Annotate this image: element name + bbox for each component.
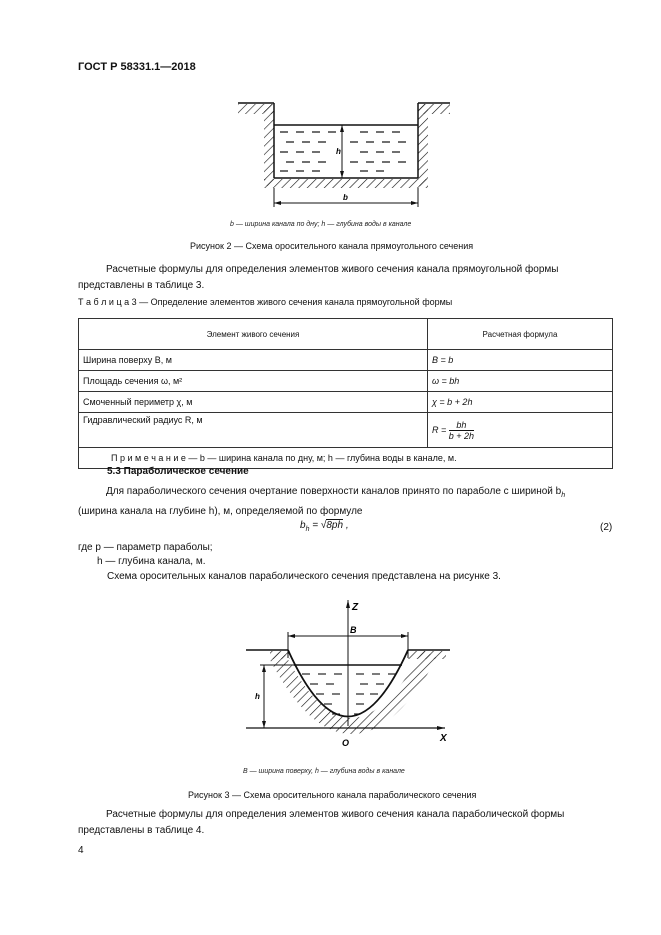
- table-row: [79, 371, 613, 392]
- where-line-1: где p — параметр параболы;: [78, 542, 213, 553]
- label-h: h: [336, 147, 341, 156]
- section-heading: 5.3 Параболическое сечение: [107, 466, 249, 477]
- paragraph-2-sub: h: [561, 492, 566, 499]
- note-text: — b — ширина канала по дну, м; h — глубина воды в канале, м.: [185, 453, 457, 463]
- paragraph-2-line-1: Для параболического сечения очертание поверхности каналов принято по параболе с шириной b: [106, 486, 562, 497]
- formula-fraction: [449, 420, 474, 441]
- table-header-row: [79, 319, 613, 350]
- label-o: O: [342, 738, 350, 748]
- label-x: X: [440, 733, 447, 744]
- table-cell-formula: B = b: [428, 350, 613, 371]
- paragraph-2: [78, 484, 618, 520]
- table-3: [78, 318, 613, 469]
- table-cell-element: Ширина поверху B, м: [79, 350, 428, 371]
- formula-lhs-sub: h: [305, 526, 310, 533]
- figure-3-legend: B — ширина поверху, h — глубина воды в канале: [243, 768, 405, 775]
- column-header-formula: Расчетная формула: [428, 319, 613, 350]
- label-h: h: [255, 692, 260, 701]
- table-row: [79, 350, 613, 371]
- column-header-element: Элемент живого сечения: [79, 319, 428, 350]
- table-row: [79, 392, 613, 413]
- table-3-title-prefix: Т а б л и ц а 3: [78, 297, 137, 307]
- table-cell-formula: ω = bh: [428, 371, 613, 392]
- formula-lhs: b: [300, 520, 306, 531]
- table-cell-element: Смоченный периметр χ, м: [79, 392, 428, 413]
- table-cell-element: Площадь сечения ω, м²: [79, 371, 428, 392]
- figure-3-caption: Рисунок 3 — Схема оросительного канала параболического сечения: [188, 790, 477, 800]
- where-line-2: h — глубина канала, м.: [97, 556, 206, 567]
- document-header: ГОСТ Р 58331.1—2018: [78, 61, 196, 73]
- sqrt-icon: √: [320, 520, 327, 531]
- table-row: [79, 413, 613, 448]
- table-3-title: [78, 297, 452, 307]
- paragraph-1: Расчетные формулы для определения элементов живого сечения канала прямоугольной формы представлены в таблице 3.: [78, 264, 559, 291]
- label-b: b: [343, 193, 348, 202]
- paragraph-2-line-2: (ширина канала на глубине h), м, определяемой по формуле: [78, 506, 363, 517]
- table-3-title-rest: — Определение элементов живого сечения канала прямоугольной формы: [136, 297, 453, 307]
- table-cell-formula: χ = b + 2h: [428, 392, 613, 413]
- figure-3-parabolic-channel: [240, 598, 460, 748]
- formula-2: [300, 520, 349, 533]
- figure-2-legend: b — ширина канала по дну; h — глубина воды в канале: [230, 221, 412, 228]
- figure-2-caption: Рисунок 2 — Схема оросительного канала прямоугольного сечения: [190, 241, 474, 251]
- paragraph-3: Схема оросительных каналов параболического сечения представлена на рисунке 3.: [107, 571, 501, 582]
- table-cell-formula: [428, 413, 613, 448]
- figure-2-rectangular-channel: [230, 95, 450, 210]
- label-B: B: [350, 625, 357, 635]
- label-z: Z: [352, 602, 359, 613]
- note-prefix: П р и м е ч а н и е: [111, 453, 186, 463]
- formula-number: (2): [600, 522, 613, 533]
- fraction-numerator: bh: [449, 420, 474, 431]
- formula-equals: =: [309, 520, 321, 531]
- fraction-denominator: b + 2h: [448, 430, 475, 441]
- page-number: 4: [78, 845, 84, 856]
- formula-root: 8ph: [326, 520, 344, 531]
- table-cell-element: Гидравлический радиус R, м: [79, 413, 428, 448]
- paragraph-4: Расчетные формулы для определения элементов живого сечения канала параболической формы представлены в таблице 4.: [78, 809, 565, 836]
- formula-lhs: R =: [432, 424, 447, 435]
- formula-tail: ,: [343, 520, 349, 531]
